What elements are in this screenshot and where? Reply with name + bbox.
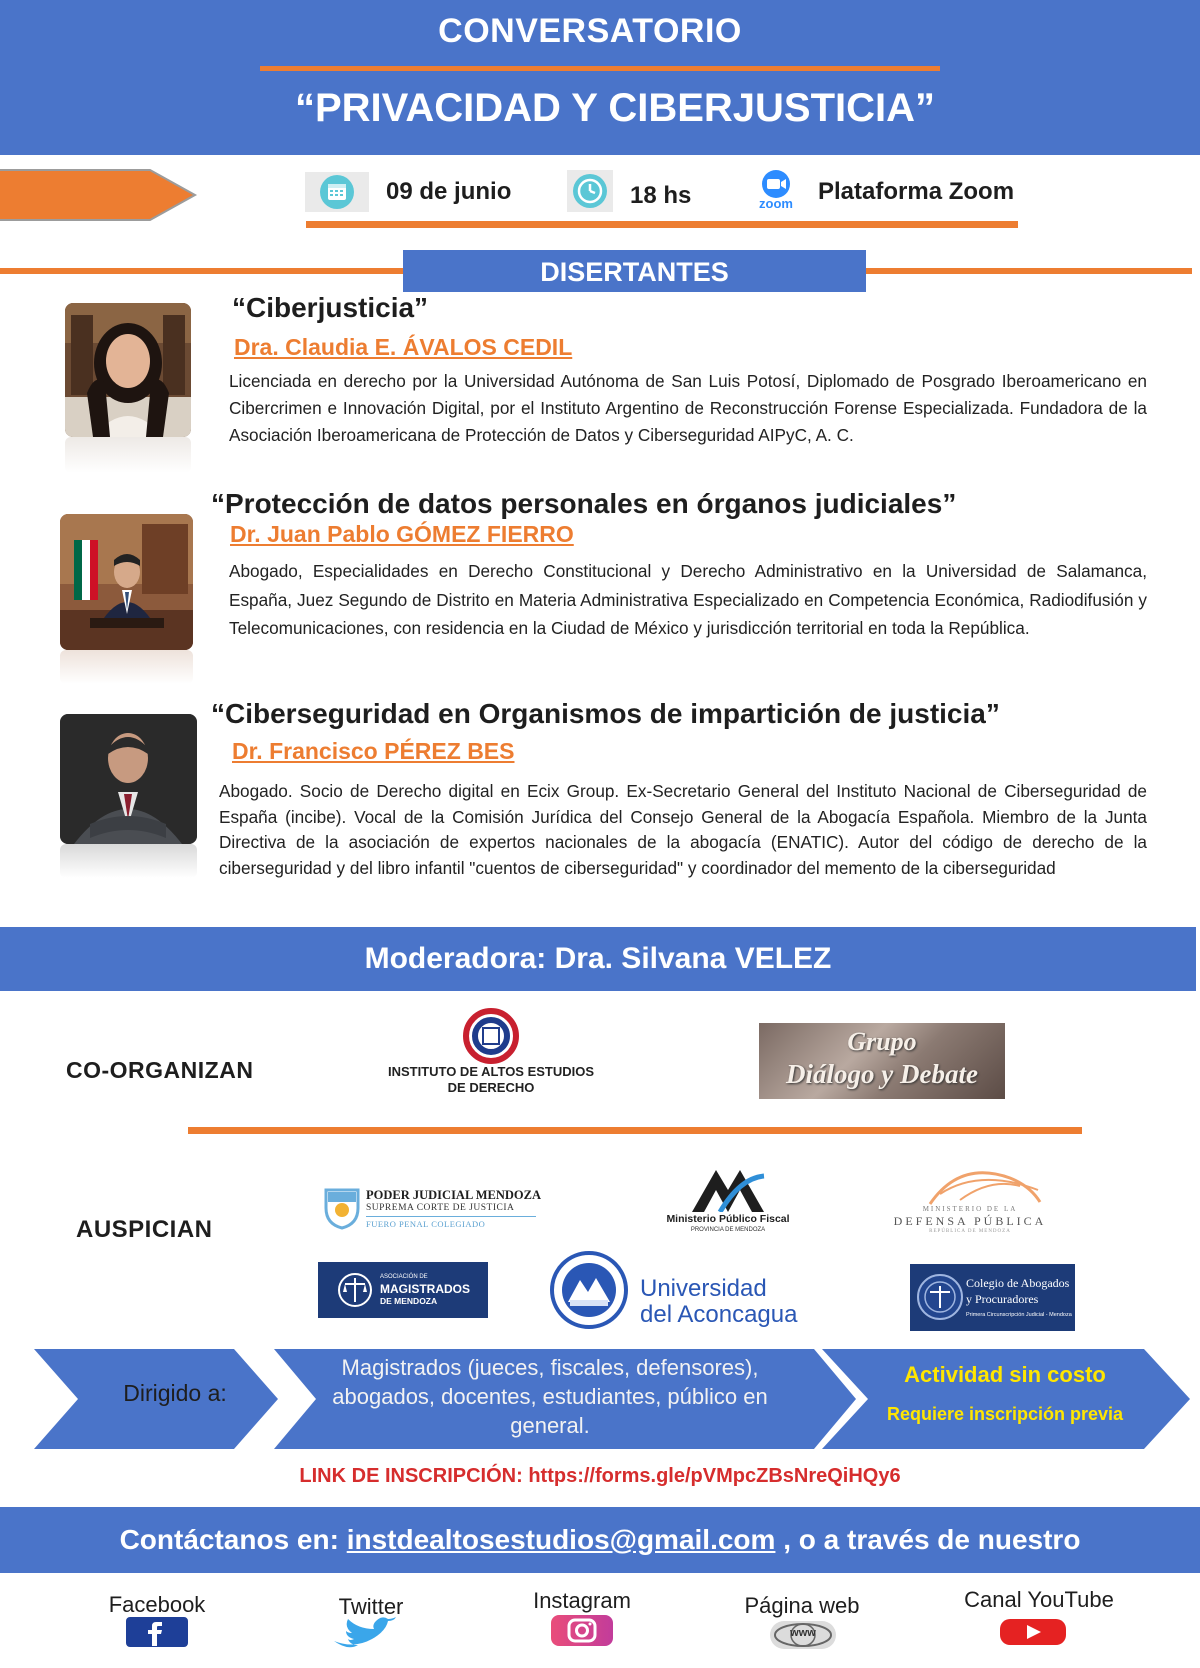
dialogo-debate-logo [759,1023,1005,1099]
mpf-sub: PROVINCIA DE MENDOZA [690,1227,766,1233]
twitter-label[interactable]: Twitter [338,1594,404,1619]
poder-judicial-sub2: FUERO PENAL COLEGIADO [366,1219,486,1229]
poder-judicial-rule [366,1216,536,1217]
colegio-abogados-seal-icon [916,1272,964,1322]
audience-label: Dirigido a: [123,1380,227,1406]
scales-icon [338,1272,372,1308]
globe-icon-text: www [790,1627,816,1639]
talk-title-3: “Ciberseguridad en Organismos de impartición de justicia” [211,698,1000,729]
cost-note: Requiere inscripción previa [886,1404,1124,1424]
event-type: CONVERSATORIO [438,12,742,50]
defensa-publica-sub2: REPÚBLICA DE MENDOZA [929,1229,1011,1234]
aconcagua-line1: Universidad [640,1275,767,1302]
speaker-photo-reflection [65,437,191,473]
registration-label: LINK DE INSCRIPCIÓN: [299,1465,529,1487]
globe-icon[interactable] [770,1621,836,1649]
speaker-bio-2: Abogado, Especialidades en Derecho Constitucional y Derecho Administrativo en la Universidad de Salamanca, España, Juez Segundo de Distrito en Materia Administrativa Especializado en Competencia Económica, Radiodifusión y Telecomunicaciones, con residencia en la Ciudad de México y jurisdicción territorial en toda la República. [229,561,1147,638]
magistrados-title2: DE MENDOZA [380,1296,438,1306]
event-date: 09 de junio [386,178,512,205]
speaker-name-3: Dr. Francisco PÉREZ BES [232,738,515,764]
moderator-banner: Moderadora: Dra. Silvana VELEZ [0,927,1196,991]
contact-banner [0,1507,1200,1573]
poder-judicial-sub1: SUPREMA CORTE DE JUSTICIA [366,1203,515,1213]
contact-suffix: , o a través de nuestro [775,1524,1081,1555]
talk-title-1: “Ciberjusticia” [232,292,429,323]
defensa-publica-title: DEFENSA PÚBLICA [893,1214,1047,1228]
speaker-name-1: Dra. Claudia E. ÁVALOS CEDIL [234,334,573,360]
co-organizers-label: CO-ORGANIZAN [66,1057,254,1083]
header-divider [260,66,940,71]
colegio-abogados-line1: Colegio de Abogados [966,1276,1070,1290]
orange-arrow-decoration [0,167,200,223]
talk-title-2: “Protección de datos personales en órganos judiciales” [211,488,957,519]
colegio-abogados-line2: y Procuradores [966,1292,1039,1306]
dialogo-debate-line2: Diálogo y Debate [786,1059,978,1089]
contact-email-link[interactable]: instdealtosestudios@gmail.com [346,1524,776,1555]
colegio-abogados-line3: Primera Circunscripción Judicial - Mendoza [966,1312,1072,1318]
event-title: “PRIVACIDAD Y CIBERJUSTICIA” [294,86,936,130]
website-label[interactable]: Página web [744,1593,860,1618]
speaker-photo-avalos [65,303,191,437]
audience-text: Magistrados (jueces, fiscales, defensores), abogados, docentes, estudiantes, público en general. [332,1355,768,1438]
speaker-bio-1: Licenciada en derecho por la Universidad Autónoma de San Luis Potosí, Diplomado de Posgrado Iberoamericano en Cibercrimen e Innovación Digital, por el Instituto Argentino de Reconstrucción Forense Especializada. Fundadora de la Asociación Iberoamericana de Protección de Datos y Ciberseguridad AIPyC, A. C. [229,371,1147,445]
twitter-icon[interactable] [328,1617,400,1651]
youtube-icon[interactable] [1000,1619,1066,1645]
event-platform: Plataforma Zoom [818,178,1015,205]
speaker-photo-perez [60,714,197,844]
speaker-name-2: Dr. Juan Pablo GÓMEZ FIERRO [230,521,574,547]
sponsors-divider [188,1127,1082,1134]
cost-title: Actividad sin costo [904,1362,1106,1387]
magistrados-logo [318,1262,488,1318]
info-divider [306,221,1018,228]
dialogo-debate-line1: Grupo [847,1027,917,1056]
instagram-icon[interactable] [551,1615,613,1646]
youtube-label[interactable]: Canal YouTube [964,1587,1114,1612]
iaed-logo [463,1008,519,1064]
registration-row [0,1465,1200,1488]
calendar-icon [305,172,369,212]
registration-link[interactable]: https://forms.gle/pVMpcZBsNreQiHQy6 [528,1465,901,1487]
contact-prefix: Contáctanos en: [119,1524,347,1555]
colegio-abogados-logo [910,1264,1075,1331]
zoom-icon-label: zoom [759,196,793,211]
iaed-logo-caption: INSTITUTO DE ALTOS ESTUDIOS DE DERECHO [387,1064,595,1095]
poder-judicial-shield [323,1186,361,1230]
mpf-title: Ministerio Público Fiscal [666,1213,790,1225]
zoom-icon [752,168,800,214]
facebook-icon[interactable] [126,1617,188,1647]
aconcagua-seal [548,1250,630,1330]
facebook-label[interactable]: Facebook [108,1592,206,1617]
event-time: 18 hs [630,182,692,209]
defensa-publica-sub: MINISTERIO DE LA [922,1205,1018,1213]
clock-icon [567,170,613,212]
speaker-photo-reflection [60,650,193,684]
poder-judicial-title: PODER JUDICIAL MENDOZA [366,1188,542,1202]
speaker-photo-reflection [60,844,197,878]
sponsors-label: AUSPICIAN [76,1216,213,1243]
aconcagua-line2: del Aconcagua [640,1301,798,1328]
speaker-photo-gomez [60,514,193,650]
magistrados-sub: ASOCIACIÓN DE [380,1274,428,1280]
defensa-publica-logo-mark [920,1164,1050,1210]
mpf-logo-mark [690,1168,766,1212]
speakers-heading: DISERTANTES [403,250,866,292]
speaker-bio-3: Abogado. Socio de Derecho digital en Ecix Group. Ex-Secretario General del Instituto Nacional de Ciberseguridad de España (incibe). Vocal de la Comisión Jurídica del Consejo General de la Abogacía Española. Miembro de la Junta Directiva de la asociación de expertos nacionales de la abogacía (ENATIC). Autor del código de derecho de la ciberseguridad y del libro infantil "cuentos de ciberseguridad" y coordinador del memento de la ciberseguridad [219,781,1147,878]
instagram-label[interactable]: Instagram [533,1588,631,1613]
magistrados-title: MAGISTRADOS [380,1282,470,1296]
